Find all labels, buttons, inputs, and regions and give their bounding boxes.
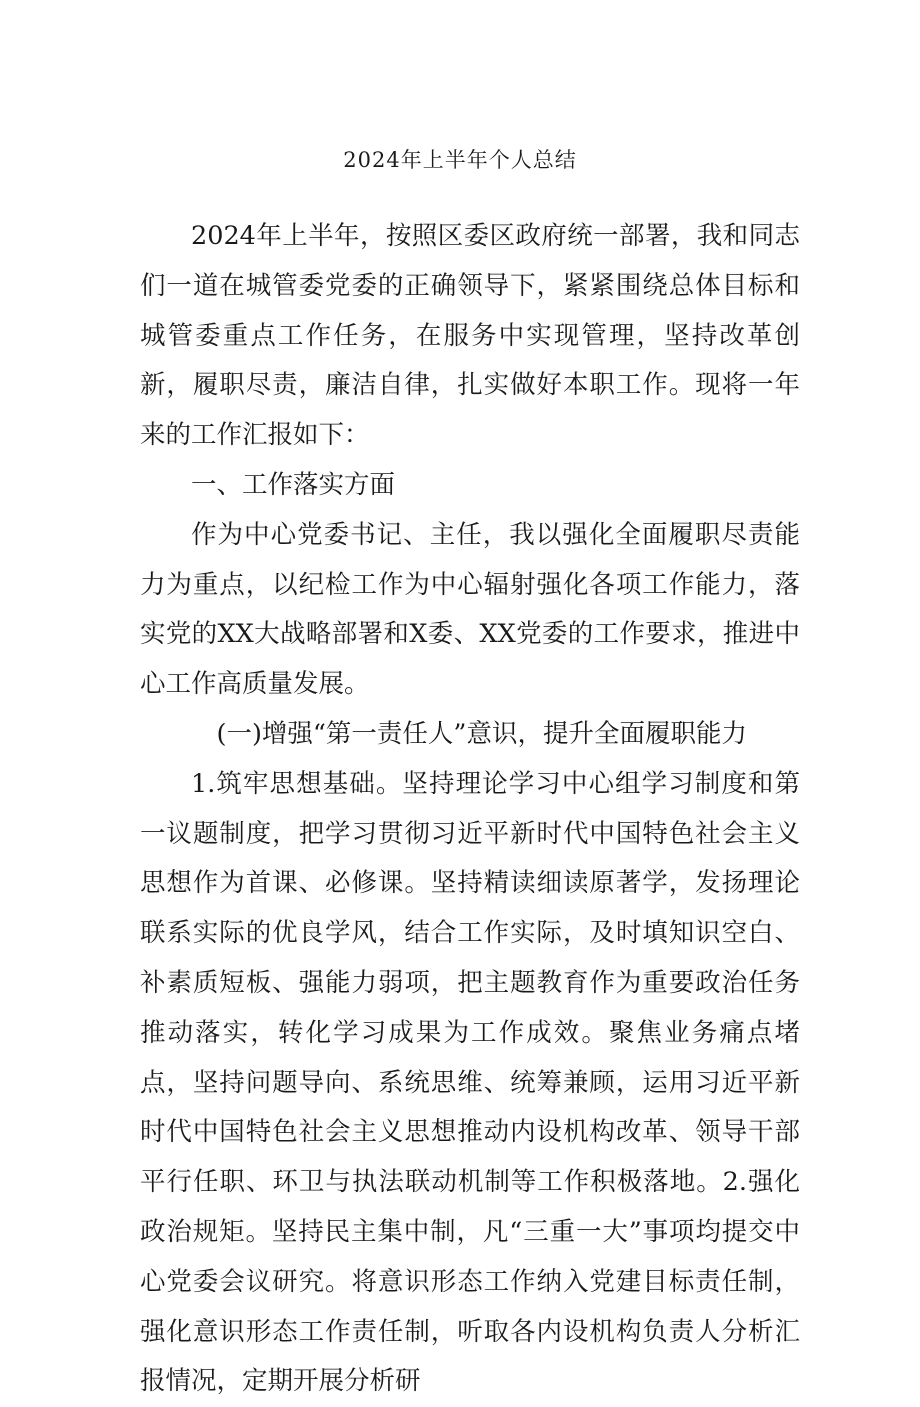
section-paragraph: 作为中心党委书记、主任，我以强化全面履职尽责能力为重点，以纪检工作为中心辐射强化各项工作能力，落实党的XX大战略部署和X委、XX党委的工作要求，推进中心工作高质量发展。 <box>140 519 800 700</box>
document-body <box>140 212 800 1407</box>
section-heading: 一、工作落实方面 <box>191 469 396 500</box>
document-title: 2024年上半年个人总结 <box>343 148 577 172</box>
subsection-heading: (一)增强“第一责任人”意识，提升全面履职能力 <box>216 718 747 749</box>
intro-paragraph: 2024年上半年，按照区委区政府统一部署，我和同志们一道在城管委党委的正确领导下，紧紧围绕总体目标和城管委重点工作任务，在服务中实现管理，坚持改革创新，履职尽责，廉洁自律，扎实做好本职工作。现将一年来的工作汇报如下： <box>140 221 800 451</box>
subsection-paragraph: 1.筑牢思想基础。坚持理论学习中心组学习制度和第一议题制度，把学习贯彻习近平新时代中国特色社会主义思想作为首课、必修课。坚持精读细读原著学，发扬理论联系实际的优良学风，结合工作实际，及时填知识空白、补素质短板、强能力弱项，把主题教育作为重要政治任务推动落实，转化学习成果为工作成效。聚焦业务痛点堵点，坚持问题导向、系统思维、统筹兼顾，运用习近平新时代中国特色社会主义思想推动内设机构改革、领导干部平行任职、环卫与执法联动机制等工作积极落地。2.强化政治规矩。坚持民主集中制，凡“三重一大”事项均提交中心党委会议研究。将意识形态工作纳入党建目标责任制，强化意识形态工作责任制，听取各内设机构负责人分析汇报情况，定期开展分析研 <box>140 768 800 1397</box>
